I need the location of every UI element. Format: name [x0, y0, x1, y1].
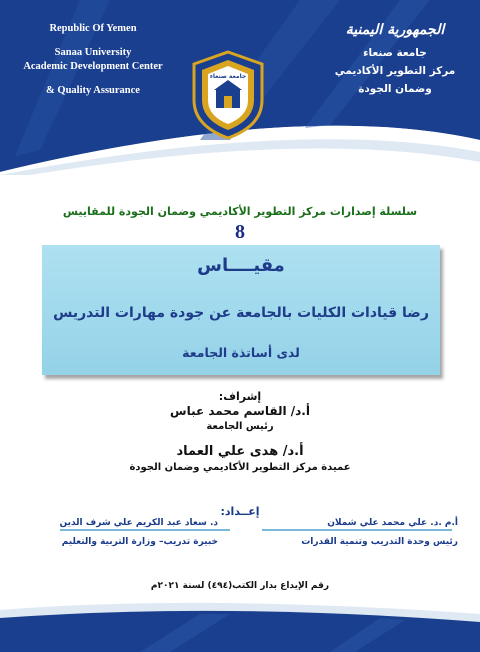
supervision-label: إشراف:	[218, 390, 262, 403]
logo-text: جامعة صنعاء	[209, 73, 247, 80]
preparer-1-name: أ.م .د. علي محمد علي شملان	[327, 518, 458, 528]
preparer-2-role: خبيرة تدريب– وزارة التربية والتعليم	[61, 537, 218, 547]
center-label: Academic Development Center	[23, 61, 163, 72]
university-label: Sanaa University	[54, 47, 132, 58]
supervisor-2-role: عميدة مركز التطوير الأكاديمي وضمان الجودة	[129, 462, 351, 473]
quality-label: & Quality Assurance	[46, 85, 140, 96]
supervisor-2-name: أ.د/ هدى علي العماد	[176, 444, 304, 459]
title-box	[42, 245, 440, 375]
title-line-2: رضا قيادات الكليات بالجامعة عن جودة مهارات التدريس	[53, 305, 429, 321]
divider-right	[262, 529, 452, 531]
english-header-text	[8, 22, 178, 98]
deposit-number: رقم الإيداع بدار الكتب(٤٩٤) لسنة ٢٠٢١م	[150, 581, 330, 591]
university-label-ar: جامعة صنعاء	[363, 47, 427, 59]
university-logo	[190, 50, 266, 140]
center-label-ar: مركز التطوير الأكاديمي	[334, 65, 456, 77]
quality-label-ar: وضمان الجودة	[358, 83, 432, 95]
footer-wave	[0, 592, 480, 652]
republic-label: Republic Of Yemen	[49, 23, 137, 34]
series-number: 8	[235, 221, 245, 243]
title-line-3: لدى أساتذة الجامعة	[182, 345, 300, 360]
preparer-2-name: د. سعاد عبد الكريم علي شرف الدين	[59, 518, 218, 528]
republic-calligraphy: الجمهورية اليمنية	[345, 22, 445, 38]
supervisor-1-name: أ.د/ القاسم محمد عباس	[170, 404, 310, 418]
main-title: مقيــــاس	[197, 255, 285, 276]
series-title: سلسلة إصدارات مركز التطوير الأكاديمي وضمان الجودة للمقاييس	[62, 205, 418, 218]
supervisor-1-role: رئيس الجامعة	[206, 421, 274, 432]
arabic-header-text	[320, 22, 470, 98]
preparation-label: إعــداد:	[220, 505, 260, 518]
divider-left	[60, 529, 230, 531]
preparer-1-role: رئيس وحدة التدريب وتنمية القدرات	[301, 537, 458, 547]
